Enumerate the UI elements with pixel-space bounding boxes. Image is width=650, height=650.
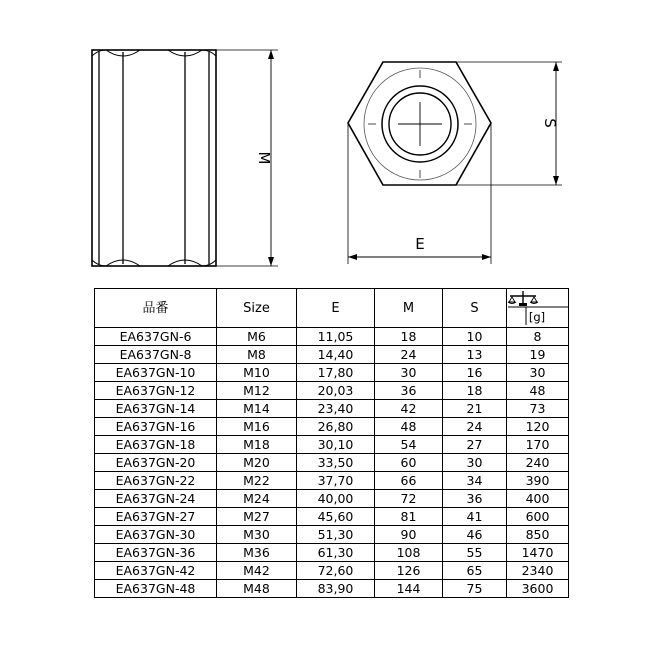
row-weight: 170	[507, 436, 569, 454]
row-weight: 8	[507, 328, 569, 346]
header-s: S	[443, 289, 507, 328]
table-row	[95, 436, 569, 454]
row-s: 24	[443, 418, 507, 436]
row-s: 13	[443, 346, 507, 364]
row-s: 41	[443, 508, 507, 526]
table-row	[95, 562, 569, 580]
row-size: M20	[217, 454, 297, 472]
table-row	[95, 382, 569, 400]
row-s: 16	[443, 364, 507, 382]
row-m: 24	[375, 346, 443, 364]
row-size: M30	[217, 526, 297, 544]
header-m: M	[375, 289, 443, 328]
row-part-number: EA637GN-10	[95, 364, 217, 382]
row-part-number: EA637GN-27	[95, 508, 217, 526]
front-width-label: E	[415, 235, 425, 253]
table-header-row	[95, 289, 569, 328]
row-part-number: EA637GN-42	[95, 562, 217, 580]
table-row	[95, 580, 569, 598]
weight-unit-label: [g]	[528, 310, 546, 324]
row-e: 51,30	[297, 526, 375, 544]
row-part-number: EA637GN-48	[95, 580, 217, 598]
front-height-label: S	[541, 118, 559, 128]
row-part-number: EA637GN-36	[95, 544, 217, 562]
row-part-number: EA637GN-8	[95, 346, 217, 364]
row-e: 26,80	[297, 418, 375, 436]
row-weight: 120	[507, 418, 569, 436]
row-s: 36	[443, 490, 507, 508]
table-row	[95, 490, 569, 508]
table-row	[95, 418, 569, 436]
row-m: 42	[375, 400, 443, 418]
front-view-hexagon	[348, 62, 491, 185]
side-view-outline	[92, 50, 216, 266]
row-m: 66	[375, 472, 443, 490]
row-s: 75	[443, 580, 507, 598]
row-s: 55	[443, 544, 507, 562]
row-part-number: EA637GN-30	[95, 526, 217, 544]
side-view-facets	[99, 52, 209, 264]
row-size: M16	[217, 418, 297, 436]
row-e: 83,90	[297, 580, 375, 598]
table-body	[95, 328, 569, 598]
row-e: 37,70	[297, 472, 375, 490]
row-m: 48	[375, 418, 443, 436]
table-row	[95, 472, 569, 490]
row-e: 11,05	[297, 328, 375, 346]
row-s: 65	[443, 562, 507, 580]
row-part-number: EA637GN-6	[95, 328, 217, 346]
row-size: M10	[217, 364, 297, 382]
table-row	[95, 400, 569, 418]
row-size: M27	[217, 508, 297, 526]
row-weight: 73	[507, 400, 569, 418]
row-weight: 600	[507, 508, 569, 526]
header-part-number: 品番	[95, 289, 217, 328]
header-weight	[507, 289, 569, 328]
row-weight: 30	[507, 364, 569, 382]
row-e: 72,60	[297, 562, 375, 580]
row-m: 90	[375, 526, 443, 544]
row-weight: 400	[507, 490, 569, 508]
table-row	[95, 508, 569, 526]
header-e: E	[297, 289, 375, 328]
row-size: M42	[217, 562, 297, 580]
row-weight: 850	[507, 526, 569, 544]
row-part-number: EA637GN-12	[95, 382, 217, 400]
row-e: 45,60	[297, 508, 375, 526]
row-size: M24	[217, 490, 297, 508]
row-s: 30	[443, 454, 507, 472]
row-part-number: EA637GN-16	[95, 418, 217, 436]
front-view	[348, 62, 562, 264]
row-part-number: EA637GN-22	[95, 472, 217, 490]
row-m: 72	[375, 490, 443, 508]
row-e: 40,00	[297, 490, 375, 508]
row-size: M12	[217, 382, 297, 400]
row-s: 27	[443, 436, 507, 454]
row-size: M14	[217, 400, 297, 418]
row-e: 30,10	[297, 436, 375, 454]
row-part-number: EA637GN-20	[95, 454, 217, 472]
row-m: 36	[375, 382, 443, 400]
row-e: 23,40	[297, 400, 375, 418]
row-size: M8	[217, 346, 297, 364]
table-row	[95, 328, 569, 346]
row-size: M18	[217, 436, 297, 454]
row-s: 34	[443, 472, 507, 490]
row-e: 14,40	[297, 346, 375, 364]
row-weight: 19	[507, 346, 569, 364]
row-m: 108	[375, 544, 443, 562]
table-row	[95, 526, 569, 544]
technical-drawing	[0, 0, 650, 285]
row-e: 33,50	[297, 454, 375, 472]
side-dimension-label: M	[255, 151, 273, 165]
row-size: M22	[217, 472, 297, 490]
row-m: 60	[375, 454, 443, 472]
row-s: 21	[443, 400, 507, 418]
row-weight: 240	[507, 454, 569, 472]
row-m: 30	[375, 364, 443, 382]
row-e: 17,80	[297, 364, 375, 382]
header-size: Size	[217, 289, 297, 328]
row-s: 46	[443, 526, 507, 544]
row-weight: 1470	[507, 544, 569, 562]
row-weight: 2340	[507, 562, 569, 580]
table-row	[95, 544, 569, 562]
row-part-number: EA637GN-24	[95, 490, 217, 508]
row-weight: 3600	[507, 580, 569, 598]
row-part-number: EA637GN-18	[95, 436, 217, 454]
specification-table	[94, 288, 569, 598]
row-m: 81	[375, 508, 443, 526]
row-size: M48	[217, 580, 297, 598]
weight-scale-icon	[507, 289, 569, 327]
row-m: 54	[375, 436, 443, 454]
row-e: 20,03	[297, 382, 375, 400]
row-s: 10	[443, 328, 507, 346]
row-size: M36	[217, 544, 297, 562]
row-e: 61,30	[297, 544, 375, 562]
table-row	[95, 454, 569, 472]
table-row	[95, 346, 569, 364]
row-s: 18	[443, 382, 507, 400]
row-m: 126	[375, 562, 443, 580]
row-part-number: EA637GN-14	[95, 400, 217, 418]
row-weight: 48	[507, 382, 569, 400]
row-m: 18	[375, 328, 443, 346]
side-view	[92, 50, 278, 266]
row-size: M6	[217, 328, 297, 346]
row-weight: 390	[507, 472, 569, 490]
table-row	[95, 364, 569, 382]
row-m: 144	[375, 580, 443, 598]
